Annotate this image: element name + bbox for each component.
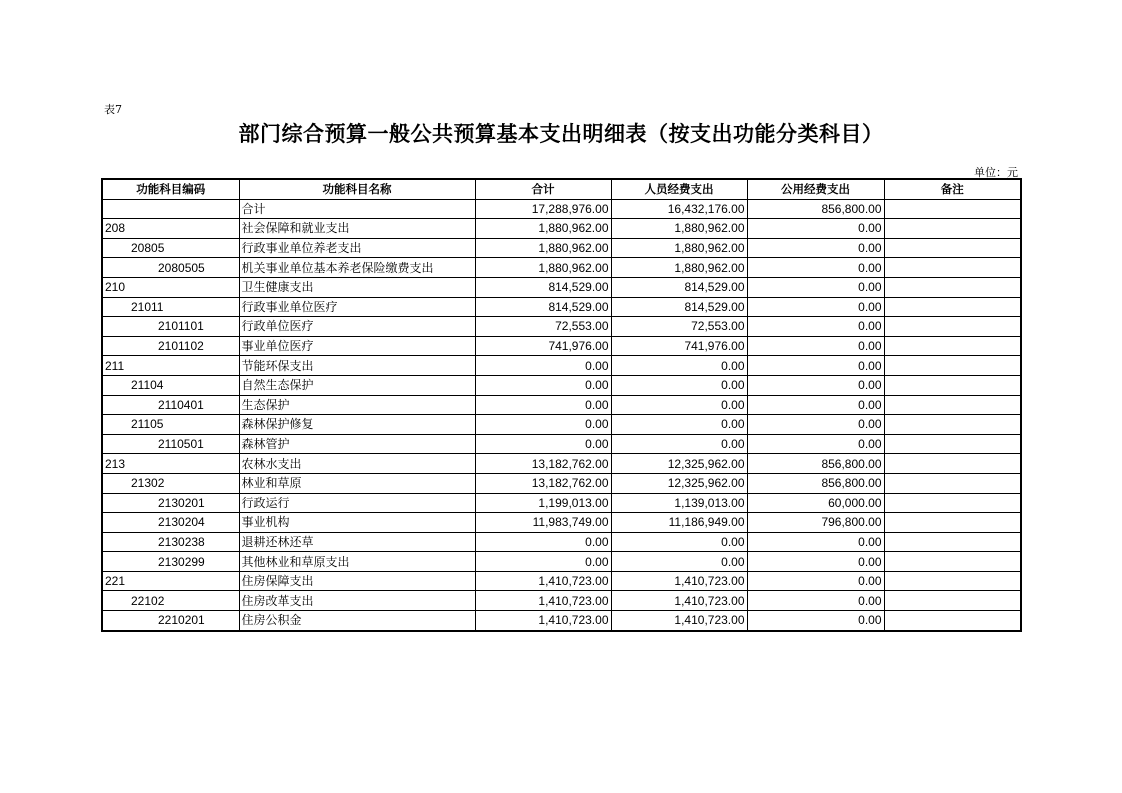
cell-name: 森林保护修复 xyxy=(239,415,475,435)
cell-total: 1,410,723.00 xyxy=(475,611,611,631)
cell-name: 行政运行 xyxy=(239,493,475,513)
cell-name: 机关事业单位基本养老保险缴费支出 xyxy=(239,258,475,278)
cell-public: 0.00 xyxy=(747,552,884,572)
cell-public: 0.00 xyxy=(747,277,884,297)
cell-code: 22102 xyxy=(102,591,239,611)
cell-total: 0.00 xyxy=(475,356,611,376)
cell-remark xyxy=(884,258,1021,278)
table-header-row xyxy=(102,179,1021,199)
cell-name: 住房保障支出 xyxy=(239,571,475,591)
cell-remark xyxy=(884,434,1021,454)
cell-public: 0.00 xyxy=(747,571,884,591)
table-row xyxy=(102,571,1021,591)
page-title: 部门综合预算一般公共预算基本支出明细表（按支出功能分类科目） xyxy=(238,122,884,146)
cell-total: 814,529.00 xyxy=(475,297,611,317)
cell-name: 行政事业单位医疗 xyxy=(239,297,475,317)
cell-personnel: 12,325,962.00 xyxy=(611,473,747,493)
cell-total: 13,182,762.00 xyxy=(475,454,611,474)
cell-public: 0.00 xyxy=(747,375,884,395)
table-row xyxy=(102,552,1021,572)
cell-code: 20805 xyxy=(102,238,239,258)
cell-personnel: 0.00 xyxy=(611,375,747,395)
cell-code: 2101102 xyxy=(102,336,239,356)
cell-personnel: 1,880,962.00 xyxy=(611,238,747,258)
cell-public: 0.00 xyxy=(747,532,884,552)
cell-total: 11,983,749.00 xyxy=(475,513,611,533)
cell-total: 1,410,723.00 xyxy=(475,571,611,591)
cell-remark xyxy=(884,297,1021,317)
cell-remark xyxy=(884,375,1021,395)
cell-personnel: 0.00 xyxy=(611,434,747,454)
cell-total: 741,976.00 xyxy=(475,336,611,356)
cell-name: 节能环保支出 xyxy=(239,356,475,376)
table-row xyxy=(102,473,1021,493)
cell-remark xyxy=(884,513,1021,533)
cell-total: 17,288,976.00 xyxy=(475,199,611,219)
table-row xyxy=(102,493,1021,513)
cell-remark xyxy=(884,199,1021,219)
cell-public: 856,800.00 xyxy=(747,473,884,493)
cell-public: 0.00 xyxy=(747,415,884,435)
cell-name: 社会保障和就业支出 xyxy=(239,219,475,239)
header-code: 功能科目编码 xyxy=(102,179,239,199)
cell-public: 856,800.00 xyxy=(747,199,884,219)
budget-table xyxy=(101,178,1022,632)
cell-remark xyxy=(884,532,1021,552)
cell-personnel: 0.00 xyxy=(611,356,747,376)
cell-public: 0.00 xyxy=(747,297,884,317)
cell-total: 0.00 xyxy=(475,395,611,415)
cell-total: 0.00 xyxy=(475,415,611,435)
table-row xyxy=(102,611,1021,631)
cell-remark xyxy=(884,591,1021,611)
cell-remark xyxy=(884,611,1021,631)
table-row xyxy=(102,415,1021,435)
cell-name: 自然生态保护 xyxy=(239,375,475,395)
table-row xyxy=(102,513,1021,533)
cell-personnel: 1,410,723.00 xyxy=(611,571,747,591)
cell-public: 856,800.00 xyxy=(747,454,884,474)
cell-total: 1,880,962.00 xyxy=(475,238,611,258)
cell-code: 2130201 xyxy=(102,493,239,513)
cell-code: 210 xyxy=(102,277,239,297)
table-row xyxy=(102,238,1021,258)
cell-code: 208 xyxy=(102,219,239,239)
cell-remark xyxy=(884,552,1021,572)
cell-code: 21302 xyxy=(102,473,239,493)
cell-name: 住房公积金 xyxy=(239,611,475,631)
cell-name: 生态保护 xyxy=(239,395,475,415)
cell-code: 2101101 xyxy=(102,317,239,337)
cell-remark xyxy=(884,356,1021,376)
cell-remark xyxy=(884,395,1021,415)
cell-name: 森林管护 xyxy=(239,434,475,454)
cell-public: 0.00 xyxy=(747,611,884,631)
cell-personnel: 0.00 xyxy=(611,395,747,415)
cell-remark xyxy=(884,219,1021,239)
cell-name: 事业机构 xyxy=(239,513,475,533)
cell-code: 2130204 xyxy=(102,513,239,533)
table-row xyxy=(102,317,1021,337)
cell-public: 0.00 xyxy=(747,238,884,258)
cell-public: 0.00 xyxy=(747,591,884,611)
cell-code: 2130299 xyxy=(102,552,239,572)
cell-personnel: 11,186,949.00 xyxy=(611,513,747,533)
cell-code: 2110501 xyxy=(102,434,239,454)
table-row xyxy=(102,277,1021,297)
cell-code: 21105 xyxy=(102,415,239,435)
cell-public: 796,800.00 xyxy=(747,513,884,533)
cell-personnel: 12,325,962.00 xyxy=(611,454,747,474)
header-name: 功能科目名称 xyxy=(239,179,475,199)
header-total: 合计 xyxy=(475,179,611,199)
table-row xyxy=(102,591,1021,611)
cell-personnel: 814,529.00 xyxy=(611,297,747,317)
cell-remark xyxy=(884,277,1021,297)
cell-personnel: 1,139,013.00 xyxy=(611,493,747,513)
cell-public: 0.00 xyxy=(747,258,884,278)
cell-personnel: 72,553.00 xyxy=(611,317,747,337)
cell-public: 0.00 xyxy=(747,317,884,337)
cell-personnel: 1,880,962.00 xyxy=(611,258,747,278)
header-remark: 备注 xyxy=(884,179,1021,199)
cell-total: 1,880,962.00 xyxy=(475,219,611,239)
cell-total: 0.00 xyxy=(475,434,611,454)
table-row xyxy=(102,356,1021,376)
cell-code: 21011 xyxy=(102,297,239,317)
cell-code: 2210201 xyxy=(102,611,239,631)
cell-total: 72,553.00 xyxy=(475,317,611,337)
cell-name: 退耕还林还草 xyxy=(239,532,475,552)
cell-total: 1,880,962.00 xyxy=(475,258,611,278)
cell-name: 卫生健康支出 xyxy=(239,277,475,297)
cell-total: 814,529.00 xyxy=(475,277,611,297)
cell-code: 2080505 xyxy=(102,258,239,278)
header-personnel: 人员经费支出 xyxy=(611,179,747,199)
table-row xyxy=(102,336,1021,356)
cell-public: 60,000.00 xyxy=(747,493,884,513)
cell-personnel: 1,410,723.00 xyxy=(611,591,747,611)
cell-remark xyxy=(884,336,1021,356)
cell-code: 213 xyxy=(102,454,239,474)
table-row xyxy=(102,258,1021,278)
cell-personnel: 0.00 xyxy=(611,532,747,552)
cell-personnel: 16,432,176.00 xyxy=(611,199,747,219)
cell-code: 211 xyxy=(102,356,239,376)
cell-total: 1,410,723.00 xyxy=(475,591,611,611)
cell-remark xyxy=(884,454,1021,474)
cell-public: 0.00 xyxy=(747,336,884,356)
table-row xyxy=(102,395,1021,415)
header-public: 公用经费支出 xyxy=(747,179,884,199)
cell-name: 农林水支出 xyxy=(239,454,475,474)
cell-code: 221 xyxy=(102,571,239,591)
table-row xyxy=(102,375,1021,395)
cell-remark xyxy=(884,571,1021,591)
cell-public: 0.00 xyxy=(747,356,884,376)
cell-total: 0.00 xyxy=(475,532,611,552)
cell-code xyxy=(102,199,239,219)
cell-personnel: 0.00 xyxy=(611,552,747,572)
cell-name: 其他林业和草原支出 xyxy=(239,552,475,572)
cell-total: 1,199,013.00 xyxy=(475,493,611,513)
table-row xyxy=(102,297,1021,317)
unit-label: 单位：元 xyxy=(974,166,1018,179)
cell-code: 2130238 xyxy=(102,532,239,552)
cell-name: 行政事业单位养老支出 xyxy=(239,238,475,258)
cell-code: 2110401 xyxy=(102,395,239,415)
table-row xyxy=(102,454,1021,474)
cell-remark xyxy=(884,415,1021,435)
cell-personnel: 1,410,723.00 xyxy=(611,611,747,631)
cell-total: 0.00 xyxy=(475,552,611,572)
cell-personnel: 741,976.00 xyxy=(611,336,747,356)
table-number-label: 表7 xyxy=(104,103,122,116)
cell-total: 13,182,762.00 xyxy=(475,473,611,493)
cell-public: 0.00 xyxy=(747,395,884,415)
cell-personnel: 814,529.00 xyxy=(611,277,747,297)
cell-remark xyxy=(884,238,1021,258)
cell-name: 合计 xyxy=(239,199,475,219)
cell-code: 21104 xyxy=(102,375,239,395)
table-row xyxy=(102,434,1021,454)
table-body xyxy=(102,199,1021,631)
cell-public: 0.00 xyxy=(747,434,884,454)
cell-name: 行政单位医疗 xyxy=(239,317,475,337)
cell-total: 0.00 xyxy=(475,375,611,395)
cell-public: 0.00 xyxy=(747,219,884,239)
table-row xyxy=(102,199,1021,219)
cell-personnel: 1,880,962.00 xyxy=(611,219,747,239)
table-row xyxy=(102,532,1021,552)
table-row xyxy=(102,219,1021,239)
cell-name: 住房改革支出 xyxy=(239,591,475,611)
cell-name: 林业和草原 xyxy=(239,473,475,493)
cell-personnel: 0.00 xyxy=(611,415,747,435)
cell-name: 事业单位医疗 xyxy=(239,336,475,356)
cell-remark xyxy=(884,317,1021,337)
cell-remark xyxy=(884,493,1021,513)
cell-remark xyxy=(884,473,1021,493)
